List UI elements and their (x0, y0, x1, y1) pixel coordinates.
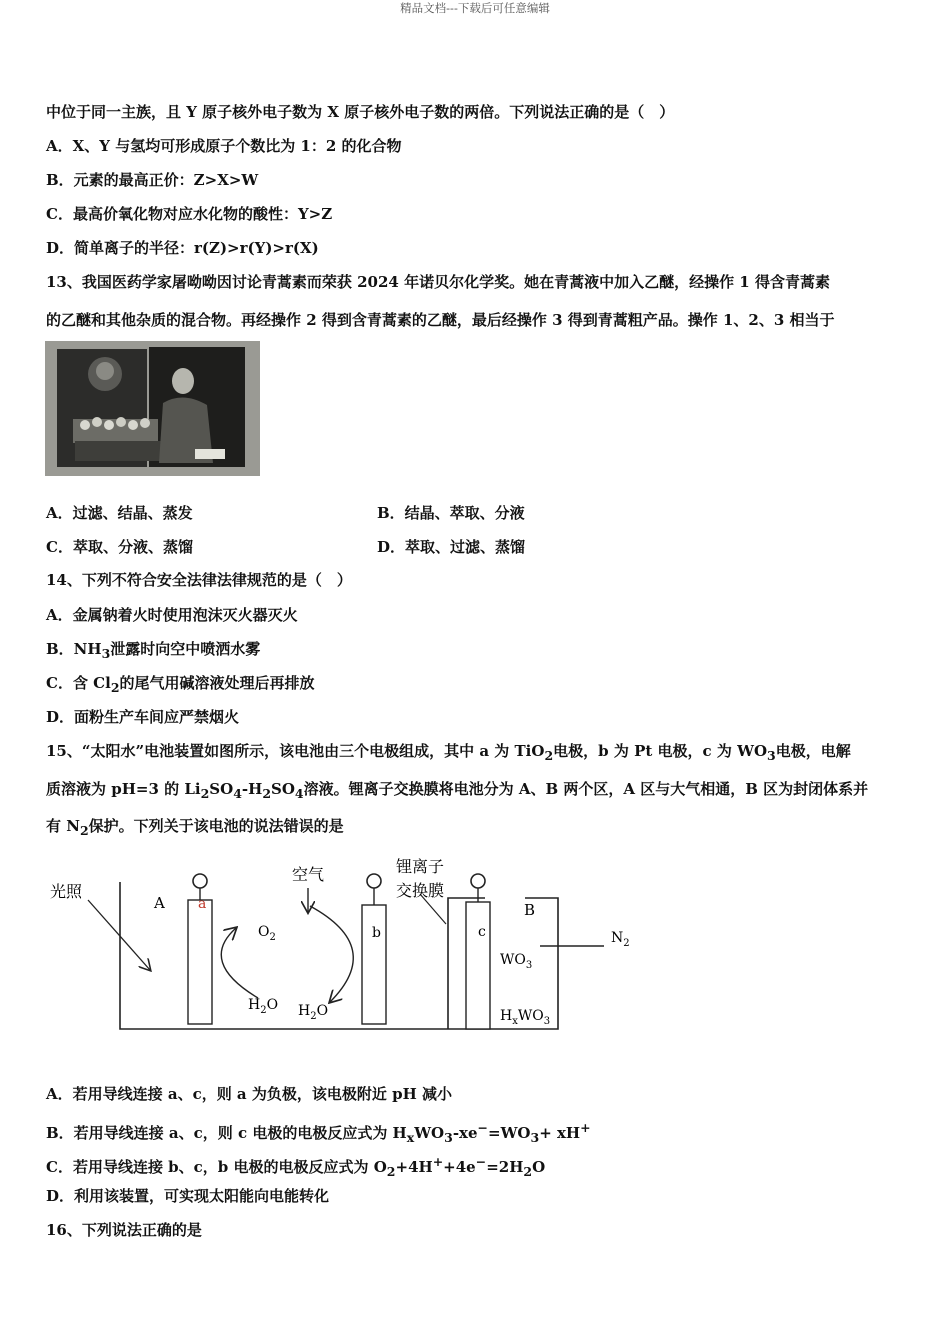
electrode-c (466, 902, 490, 1029)
q13-stem-line2: 的乙醚和其他杂质的混合物。再经操作 2 得到含青蒿素的乙醚，最后经操作 3 得到青蒿粗产品。操作 1、2、3 相当于 (46, 311, 835, 329)
o2-to-h2o-arrow (310, 906, 353, 1002)
q15-option-c: C．若用导线连接 b、c，b 电极的电极反应式为 $O_2+4H^++4e^-=2H_2O$ (46, 1154, 546, 1179)
membrane-label-2: 交换膜 (396, 881, 445, 900)
electrode-c-terminal (471, 874, 485, 888)
q12-option-b: B．元素的最高正价：Z>X>W (46, 171, 259, 189)
h2o-label-b: $H_2O$ (298, 1003, 329, 1022)
electrode-b-label: b (372, 925, 381, 941)
q13-option-d: D．萃取、过滤、蒸馏 (377, 538, 526, 556)
light-arrow (88, 900, 150, 970)
q15-stem-line1: 15、“太阳水”电池装置如图所示，该电池由三个电极组成，其中 a 为 TiO$_2$电极，b 为 Pt 电极，c 为 $WO_3$电极，电解 (46, 742, 851, 763)
q14-option-d: D．面粉生产车间应严禁烟火 (46, 708, 240, 726)
electrode-a-label: a (198, 896, 207, 912)
q13-option-b: B．结晶、萃取、分液 (377, 504, 525, 522)
membrane-label-1: 锂离子 (396, 857, 445, 876)
h2o-label-a: $H_2O$ (248, 997, 279, 1016)
q15-stem-line2: 质溶液为 pH=3 的 $Li_2SO_4-H_2SO_4$溶液。锂离子交换膜将电池分为 A、B 两个区，A 区与大气相通，B 区为封闭体系并 (46, 780, 869, 801)
q12-stem: 中位于同一主族，且 Y 原子核外电子数为 X 原子核外电子数的两倍。下列说法正确的是（ ） (46, 103, 675, 121)
q14-stem: 14、下列不符合安全法律法律规范的是（ ） (46, 571, 352, 589)
q12-option-d: D．简单离子的半径：r(Z)>r(Y)>r(X) (46, 239, 319, 257)
q15-option-a: A．若用导线连接 a、c，则 a 为负极，该电极附近 pH 减小 (46, 1085, 452, 1103)
cell-container (120, 882, 558, 1029)
q16-stem: 16、下列说法正确的是 (46, 1221, 202, 1239)
q15-option-b: B．若用导线连接 a、c，则 c 电极的电极反应式为 $H_xWO_3-xe^-=WO_3+ xH^+$ (46, 1120, 591, 1145)
electrode-a (188, 900, 212, 1024)
zone-a-label: A (154, 894, 165, 912)
q14-option-a: A．金属钠着火时使用泡沫灭火器灭火 (46, 606, 298, 624)
o2-label: $O_2$ (258, 924, 276, 943)
q14-option-b: B．$NH_3$泄露时向空中喷洒水雾 (46, 640, 261, 661)
wo3-label: $WO_3$ (500, 952, 533, 971)
electrode-b-terminal (367, 874, 381, 888)
q13-option-a: A．过滤、结晶、蒸发 (46, 504, 193, 522)
q12-option-c: C．最高价氧化物对应水化物的酸性：Y>Z (46, 205, 333, 223)
q13-photo (45, 341, 260, 476)
h2o-to-o2-arrow (221, 928, 258, 998)
hxwo3-label: $H_xWO_3$ (500, 1008, 551, 1027)
electrode-b (362, 905, 386, 1024)
n2-label: $N_2$ (611, 930, 630, 949)
q15-battery-diagram (40, 852, 650, 1042)
q14-option-c: C．含 $Cl_2$的尾气用碱溶液处理后再排放 (46, 674, 315, 695)
electrode-a-terminal (193, 874, 207, 888)
document-header: 精品文档---下载后可任意编辑 (400, 1, 550, 15)
q13-option-c: C．萃取、分液、蒸馏 (46, 538, 193, 556)
zone-b-label: B (524, 901, 536, 919)
light-label: 光照 (50, 882, 83, 901)
air-label: 空气 (292, 865, 325, 884)
q15-option-d: D．利用该装置，可实现太阳能向电能转化 (46, 1187, 330, 1205)
q13-stem-line1: 13、我国医药学家屠呦呦因讨论青蒿素而荣获 2024 年诺贝尔化学奖。她在青蒿液中加入乙醚，经操作 1 得含青蒿素 (46, 273, 830, 291)
q15-stem-line3: 有 $N_2$保护。下列关于该电池的说法错误的是 (46, 817, 344, 838)
electrode-c-label: c (478, 924, 486, 940)
q12-option-a: A．X、Y 与氢均可形成原子个数比为 1：2 的化合物 (46, 137, 402, 155)
